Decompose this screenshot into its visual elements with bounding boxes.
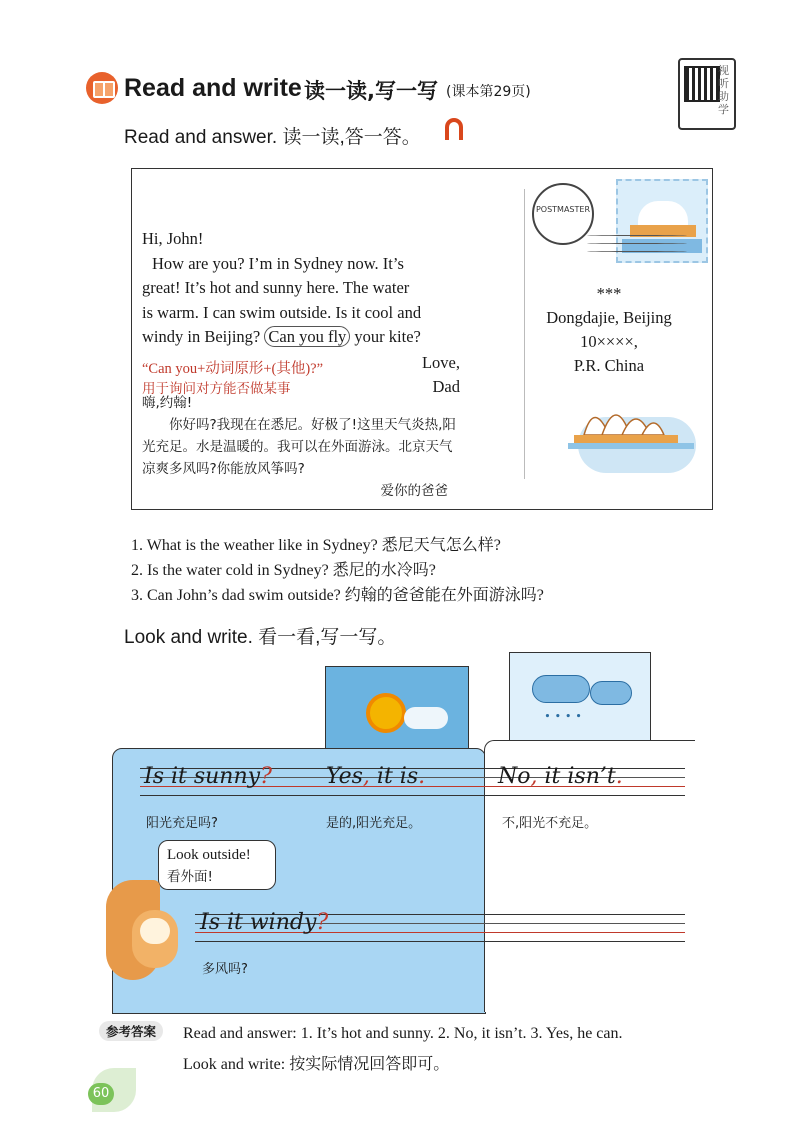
- writing-lines-extra: [195, 914, 685, 940]
- postmark-wave: [587, 235, 687, 236]
- sunny-picture: [325, 666, 469, 758]
- caption-question: 阳光充足吗?: [146, 816, 218, 831]
- letter-line: How are you? I’m in Sydney now. It’s: [152, 253, 404, 273]
- rainy-picture: [509, 652, 651, 750]
- letter-translation: 嗨,约翰! 你好吗?我现在在悉尼。好极了!这里天气炎热,阳光充足。水是温暖的。我可以在外面游泳。北京天气凉爽多风吗?你能放风筝吗? 爱你的爸爸: [142, 395, 456, 499]
- sun-icon: [366, 693, 406, 733]
- opera-house-drawing: [564, 395, 702, 457]
- question-1: 1. What is the weather like in Sydney? 悉尼天气怎么样?: [131, 537, 501, 554]
- section-subtitle: 读一读,写一写: [304, 79, 438, 103]
- caption-no: 不,阳光不充足。: [502, 816, 598, 831]
- question-3: 3. Can John’s dad swim outside? 约翰的爸爸能在外面游泳吗?: [131, 587, 544, 604]
- read-answer-title: Read and answer. 读一读,答一答。: [124, 127, 421, 148]
- handwriting-answer-no: No, it isn’t.: [498, 764, 623, 789]
- circled-phrase: Can you fly: [264, 326, 350, 347]
- handwriting-question-windy: Is it windy?: [200, 910, 329, 935]
- answer-badge: 参考答案: [99, 1021, 163, 1041]
- qr-code-icon: [684, 66, 720, 102]
- letter-greeting: Hi, John!: [142, 229, 204, 248]
- cloud-icon: [404, 707, 448, 729]
- page-number: 60: [88, 1083, 114, 1105]
- page-reference: (课本第29页): [446, 84, 531, 100]
- postcard-divider: [524, 189, 525, 479]
- raindrops-icon: ∙ ∙ ∙ ∙: [544, 709, 583, 722]
- letter-line: is warm. I can swim outside. Is it cool and: [142, 302, 422, 322]
- caption-windy: 多风吗?: [202, 962, 248, 977]
- look-write-title: Look and write. 看一看,写一写。: [124, 627, 397, 648]
- cloud-icon: [590, 681, 632, 705]
- answer-line-1: Read and answer: 1. It’s hot and sunny. 2. No, it isn’t. 3. Yes, he can.: [183, 1025, 623, 1042]
- squirrel-face: [140, 918, 170, 944]
- caption-yes: 是的,阳光充足。: [326, 816, 422, 831]
- letter-closing: Love, Dad: [421, 353, 460, 396]
- address: *** Dongdajie, Beijing 10××××, P.R. China: [546, 284, 672, 375]
- postmark-wave: [587, 243, 687, 244]
- cloud-icon: [532, 675, 590, 703]
- read-write-icon: [86, 72, 118, 104]
- section-title: Read and write: [124, 74, 302, 102]
- qr-code[interactable]: [678, 58, 736, 130]
- qr-label: 视听助学: [718, 64, 729, 116]
- handwriting-question: Is it sunny?: [144, 764, 272, 789]
- letter-line: windy in Beijing? Can you fly your kite?: [142, 327, 421, 346]
- postcard: [131, 168, 713, 510]
- headphones-icon[interactable]: [445, 118, 463, 140]
- handwriting-answer-yes: Yes, it is.: [326, 764, 426, 789]
- speech-bubble: Look outside! 看外面!: [158, 840, 276, 890]
- grammar-note: “Can you+动词原形+(其他)?” 用于询问对方能否做某事: [142, 361, 324, 397]
- postmark: POSTMASTER: [532, 183, 594, 245]
- letter-text: [142, 227, 462, 350]
- postmark-wave: [587, 251, 687, 252]
- letter-line: great! It’s hot and sunny here. The water: [142, 278, 410, 297]
- answer-line-2: Look and write: 按实际情况回答即可。: [183, 1056, 450, 1073]
- question-2: 2. Is the water cold in Sydney? 悉尼的水冷吗?: [131, 562, 436, 579]
